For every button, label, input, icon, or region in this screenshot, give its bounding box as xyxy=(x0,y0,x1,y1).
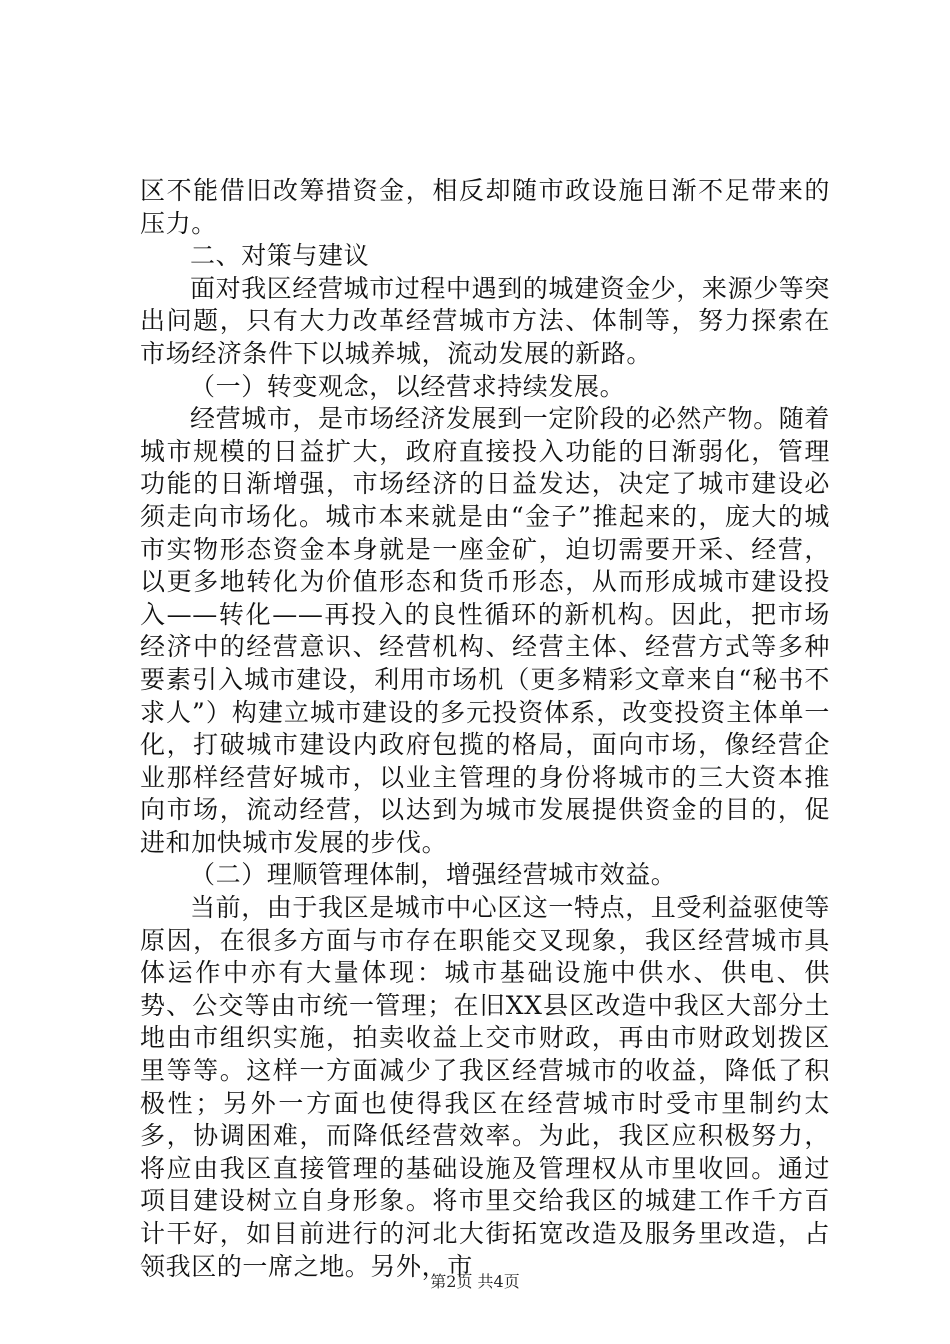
paragraph: 经营城市，是市场经济发展到一定阶段的必然产物。随着城市规模的日益扩大，政府直接投入功能的日渐弱化，管理功能的日渐增强，市场经济的日益发达，决定了城市建设必须走向市场化。城市本来就是由“金子”推起来的，庞大的城市实物形态资金本身就是一座金矿，迫切需要开采、经营，以更多地转化为价值形态和货币形态，从而形成城市建设投入——转化——再投入的良性循环的新机构。因此，把市场经济中的经营意识、经营机构、经营主体、经营方式等多种要素引入城市建设，利用市场机（更多精彩文章来自“秘书不求人”）构建立城市建设的多元投资体系，改变投资主体单一化，打破城市建设内政府包揽的格局，面向市场，像经营企业那样经营好城市，以业主管理的身份将城市的三大资本推向市场，流动经营，以达到为城市发展提供资金的目的，促进和加快城市发展的步伐。 xyxy=(140,404,831,857)
page-number-label: 第2页 共4页 xyxy=(430,1272,520,1291)
paragraph: 当前，由于我区是城市中心区这一特点，且受利益驱使等原因，在很多方面与市存在职能交叉现象，我区经营城市具体运作中亦有大量体现：城市基础设施中供水、供电、供势、公交等由市统一管理；在旧XX县区改造中我区大部分土地由市组织实施，拍卖收益上交市财政，再由市财政划拨区里等等。这样一方面减少了我区经营城市的收益，降低了积极性；另外一方面也使得我区在经营城市时受市里制约太多，协调困难，而降低经营效率。为此，我区应积极努力，将应由我区直接管理的基础设施及管理权从市里收回。通过项目建设树立自身形象。将市里交给我区的城建工作千方百计干好，如目前进行的河北大街拓宽改造及服务里改造，占领我区的一席之地。另外，市 xyxy=(140,893,831,1281)
section-heading: 二、对策与建议 xyxy=(190,241,370,271)
paragraph-continuation: 区不能借旧改筹措资金，相反却随市政设施日渐不足带来的压力。 xyxy=(140,176,830,238)
paragraph: 面对我区经营城市过程中遇到的城建资金少，来源少等突出问题，只有大力改革经营城市方法、体制等，努力探索在市场经济条件下以城养城，流动发展的新路。 xyxy=(140,273,831,368)
subsection-heading: （二）理顺管理体制，增强经营城市效益。 xyxy=(190,860,677,890)
page-footer xyxy=(0,1272,950,1292)
subsection-heading: （一）转变观念，以经营求持续发展。 xyxy=(190,371,626,401)
document-body xyxy=(140,175,830,1283)
